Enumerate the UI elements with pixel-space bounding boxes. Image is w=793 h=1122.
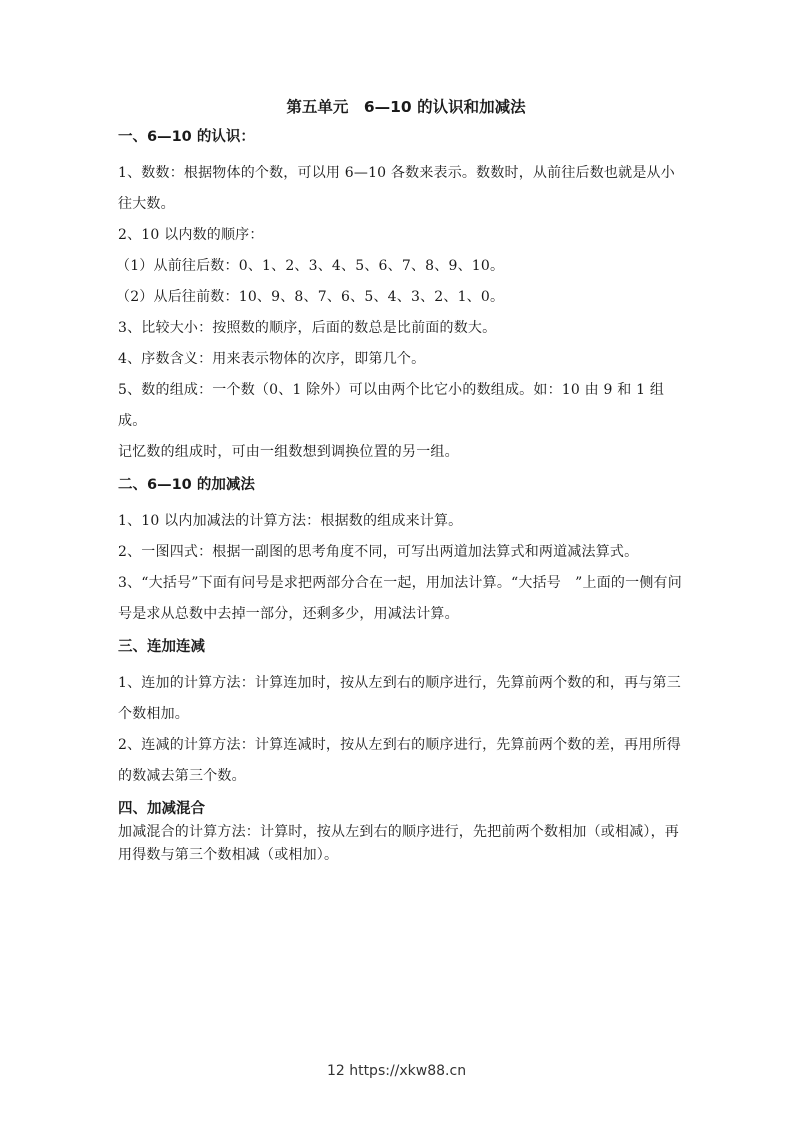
section-heading: 四、加减混合 [118,801,205,817]
section-2 [118,475,684,630]
paragraph: 1、10 以内加减法的计算方法：根据数的组成来计算。 [118,513,463,529]
paragraph: （1）从前往后数：0、1、2、3、4、5、6、7、8、9、10。 [116,258,505,274]
paragraph: 2、一图四式：根据一副图的思考角度不同，可写出两道加法算式和两道减法算式。 [118,544,639,560]
section-3 [118,637,684,792]
paragraph: 2、连减的计算方法：计算连减时，按从左到右的顺序进行，先算前两个数的差，再用所得的数减去第三个数。 [118,737,681,784]
paragraph: 3、比较大小：按照数的顺序，后面的数总是比前面的数大。 [118,320,497,336]
paragraph: 5、数的组成：一个数（0、1 除外）可以由两个比它小的数组成。如：10 由 9 和 1 组成。 [118,382,665,429]
paragraph: （2）从后往前数：10、9、8、7、6、5、4、3、2、1、0。 [116,289,505,305]
section-4 [118,799,684,867]
section-heading: 三、连加连减 [118,639,205,655]
section-heading: 二、6—10 的加减法 [118,477,255,493]
paragraph: 加减混合的计算方法：计算时，按从左到右的顺序进行，先把前两个数相加（或相减），再用得数与第三个数相减（或相加）。 [118,824,679,863]
section-1 [118,127,684,468]
page-title: 第五单元 6—10 的认识和加减法 [286,98,526,116]
document-page [118,96,684,867]
paragraph: 记忆数的组成时，可由一组数想到调换位置的另一组。 [118,444,459,460]
paragraph: 1、数数：根据物体的个数，可以用 6—10 各数来表示。数数时，从前往后数也就是从小往大数。 [118,165,675,212]
page-footer: 12 https://xkw88.cn [326,1063,467,1079]
paragraph: 3、“大括号”下面有问号是求把两部分合在一起，用加法计算。“大括号 ”上面的一侧有问号是求从总数中去掉一部分，还剩多少，用减法计算。 [118,575,682,622]
paragraph: 1、连加的计算方法：计算连加时，按从左到右的顺序进行，先算前两个数的和，再与第三个数相加。 [118,675,681,722]
paragraph: 2、10 以内数的顺序： [118,227,264,243]
paragraph: 4、序数含义：用来表示物体的次序，即第几个。 [118,351,426,367]
section-heading: 一、6—10 的认识： [118,129,255,145]
